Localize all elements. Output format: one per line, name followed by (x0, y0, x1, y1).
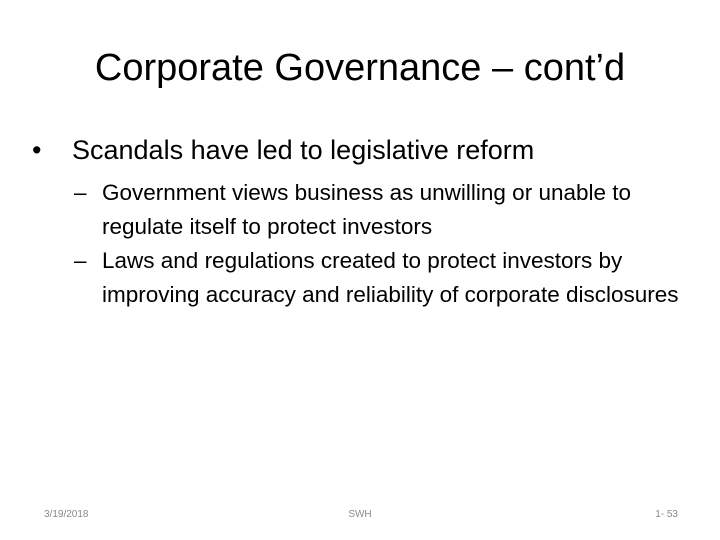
dash-marker: – (74, 248, 87, 273)
sub-bullet (74, 176, 684, 244)
sub-bullet-list (74, 176, 684, 312)
slide-title: Corporate Governance – cont’d (94, 47, 626, 89)
bullet-marker: • (32, 135, 42, 165)
dash-marker: – (74, 180, 87, 205)
footer-author: SWH (348, 509, 372, 520)
main-bullet (32, 130, 682, 170)
footer-page-number: 1- 53 (655, 509, 678, 520)
sub-bullet (74, 244, 684, 312)
sub-bullet-text: Laws and regulations created to protect investors by improving accuracy and reliability of corporate disclosures (102, 248, 679, 307)
sub-bullet-text: Government views business as unwilling or unable to regulate itself to protect investors (102, 180, 632, 239)
main-bullet-text: Scandals have led to legislative reform (72, 135, 535, 165)
footer-date: 3/19/2018 (44, 509, 89, 520)
